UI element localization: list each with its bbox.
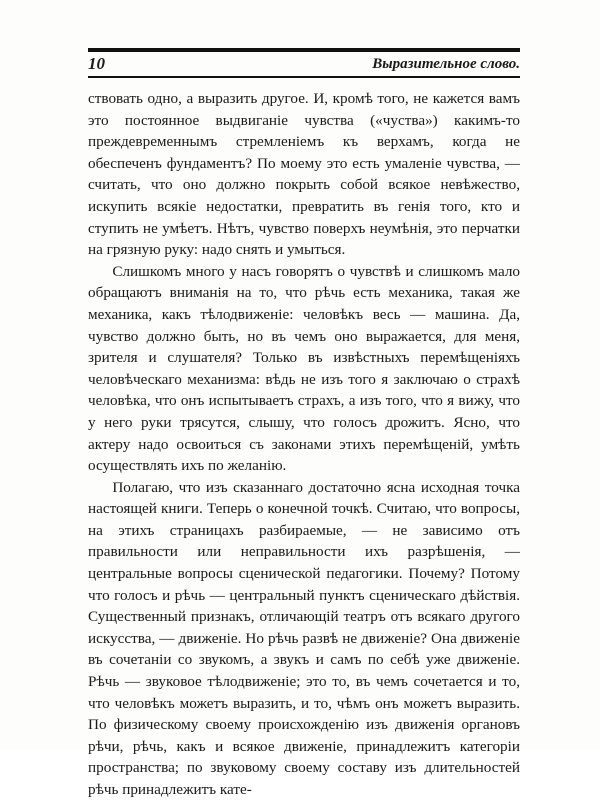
header-bottom-rule	[88, 76, 520, 78]
paragraph: Полагаю, что изъ сказаннаго достаточно ясна исходная точка настоящей книги. Теперь о конечной точкѣ. Считаю, что вопросы, на этихъ страницахъ разбираемые, — не зависимо отъ правильности или неправильности ихъ разрѣшенія, — центральные вопросы сценической педагогики. Почему? Потому что голосъ и рѣчь — центральный пунктъ сценическаго дѣйствія. Существенный признакъ, отличающій театръ отъ всякаго другого искусства, — движеніе. Но рѣчь развѣ не движеніе? Она движеніе въ сочетаніи со звукомъ, а звукъ и самъ по себѣ уже движеніе. Рѣчь — звуковое тѣлодвиженіе; это то, въ чемъ сочетается и то, что человѣкъ можетъ выразить, и то, чѣмъ онъ можетъ выразить. По физическому своему происхожденію изъ движенія органовъ рѣчи, рѣчь, какъ и всякое движеніе, принадлежитъ категоріи пространства; по звуковому своему составу изъ длительностей рѣчь принадлежитъ кате-	[88, 478, 520, 798]
paragraph: ствовать одно, а выразить другое. И, кромѣ того, не кажется вамъ это постоянное выдвиганіе чувства («чуства») какимъ-то преждевременнымъ стремленіемъ къ верхамъ, когда не обеспеченъ фундаментъ? По моему это есть умаленіе чувства, — считать, что оно должно покрыть собой всякое невѣжество, искупить всякіе недостатки, превратить въ генія того, кто и ступить не умѣетъ. Нѣтъ, чувство поверхъ неумѣнія, это перчатки на грязную руку: надо снять и умыться.	[88, 90, 520, 259]
body-text	[88, 88, 520, 801]
header-top-rule	[88, 48, 520, 52]
page-header	[88, 54, 520, 74]
page-number: 10	[88, 54, 105, 73]
paragraph: Слишкомъ много у насъ говорятъ о чувствѣ и слишкомъ мало обращаютъ вниманія на то, что рѣчь есть механика, такая же механика, какъ тѣлодвиженіе: человѣкъ весь — машина. Да, чувство должно быть, но въ чемъ оно выражается, для меня, зрителя и слушателя? Только въ извѣстныхъ перемѣщеніяхъ человѣческаго механизма: вѣдь не изъ того я заключаю о страхѣ человѣка, что онъ испытываетъ страхъ, а изъ того, что я вижу, что у него руки трясутся, слышу, что голосъ дрожитъ. Ясно, что актеру надо освоиться съ законами этихъ перемѣщеній, умѣть осуществлять ихъ по желанію.	[88, 262, 520, 475]
running-title: Выразительное слово.	[372, 55, 520, 72]
